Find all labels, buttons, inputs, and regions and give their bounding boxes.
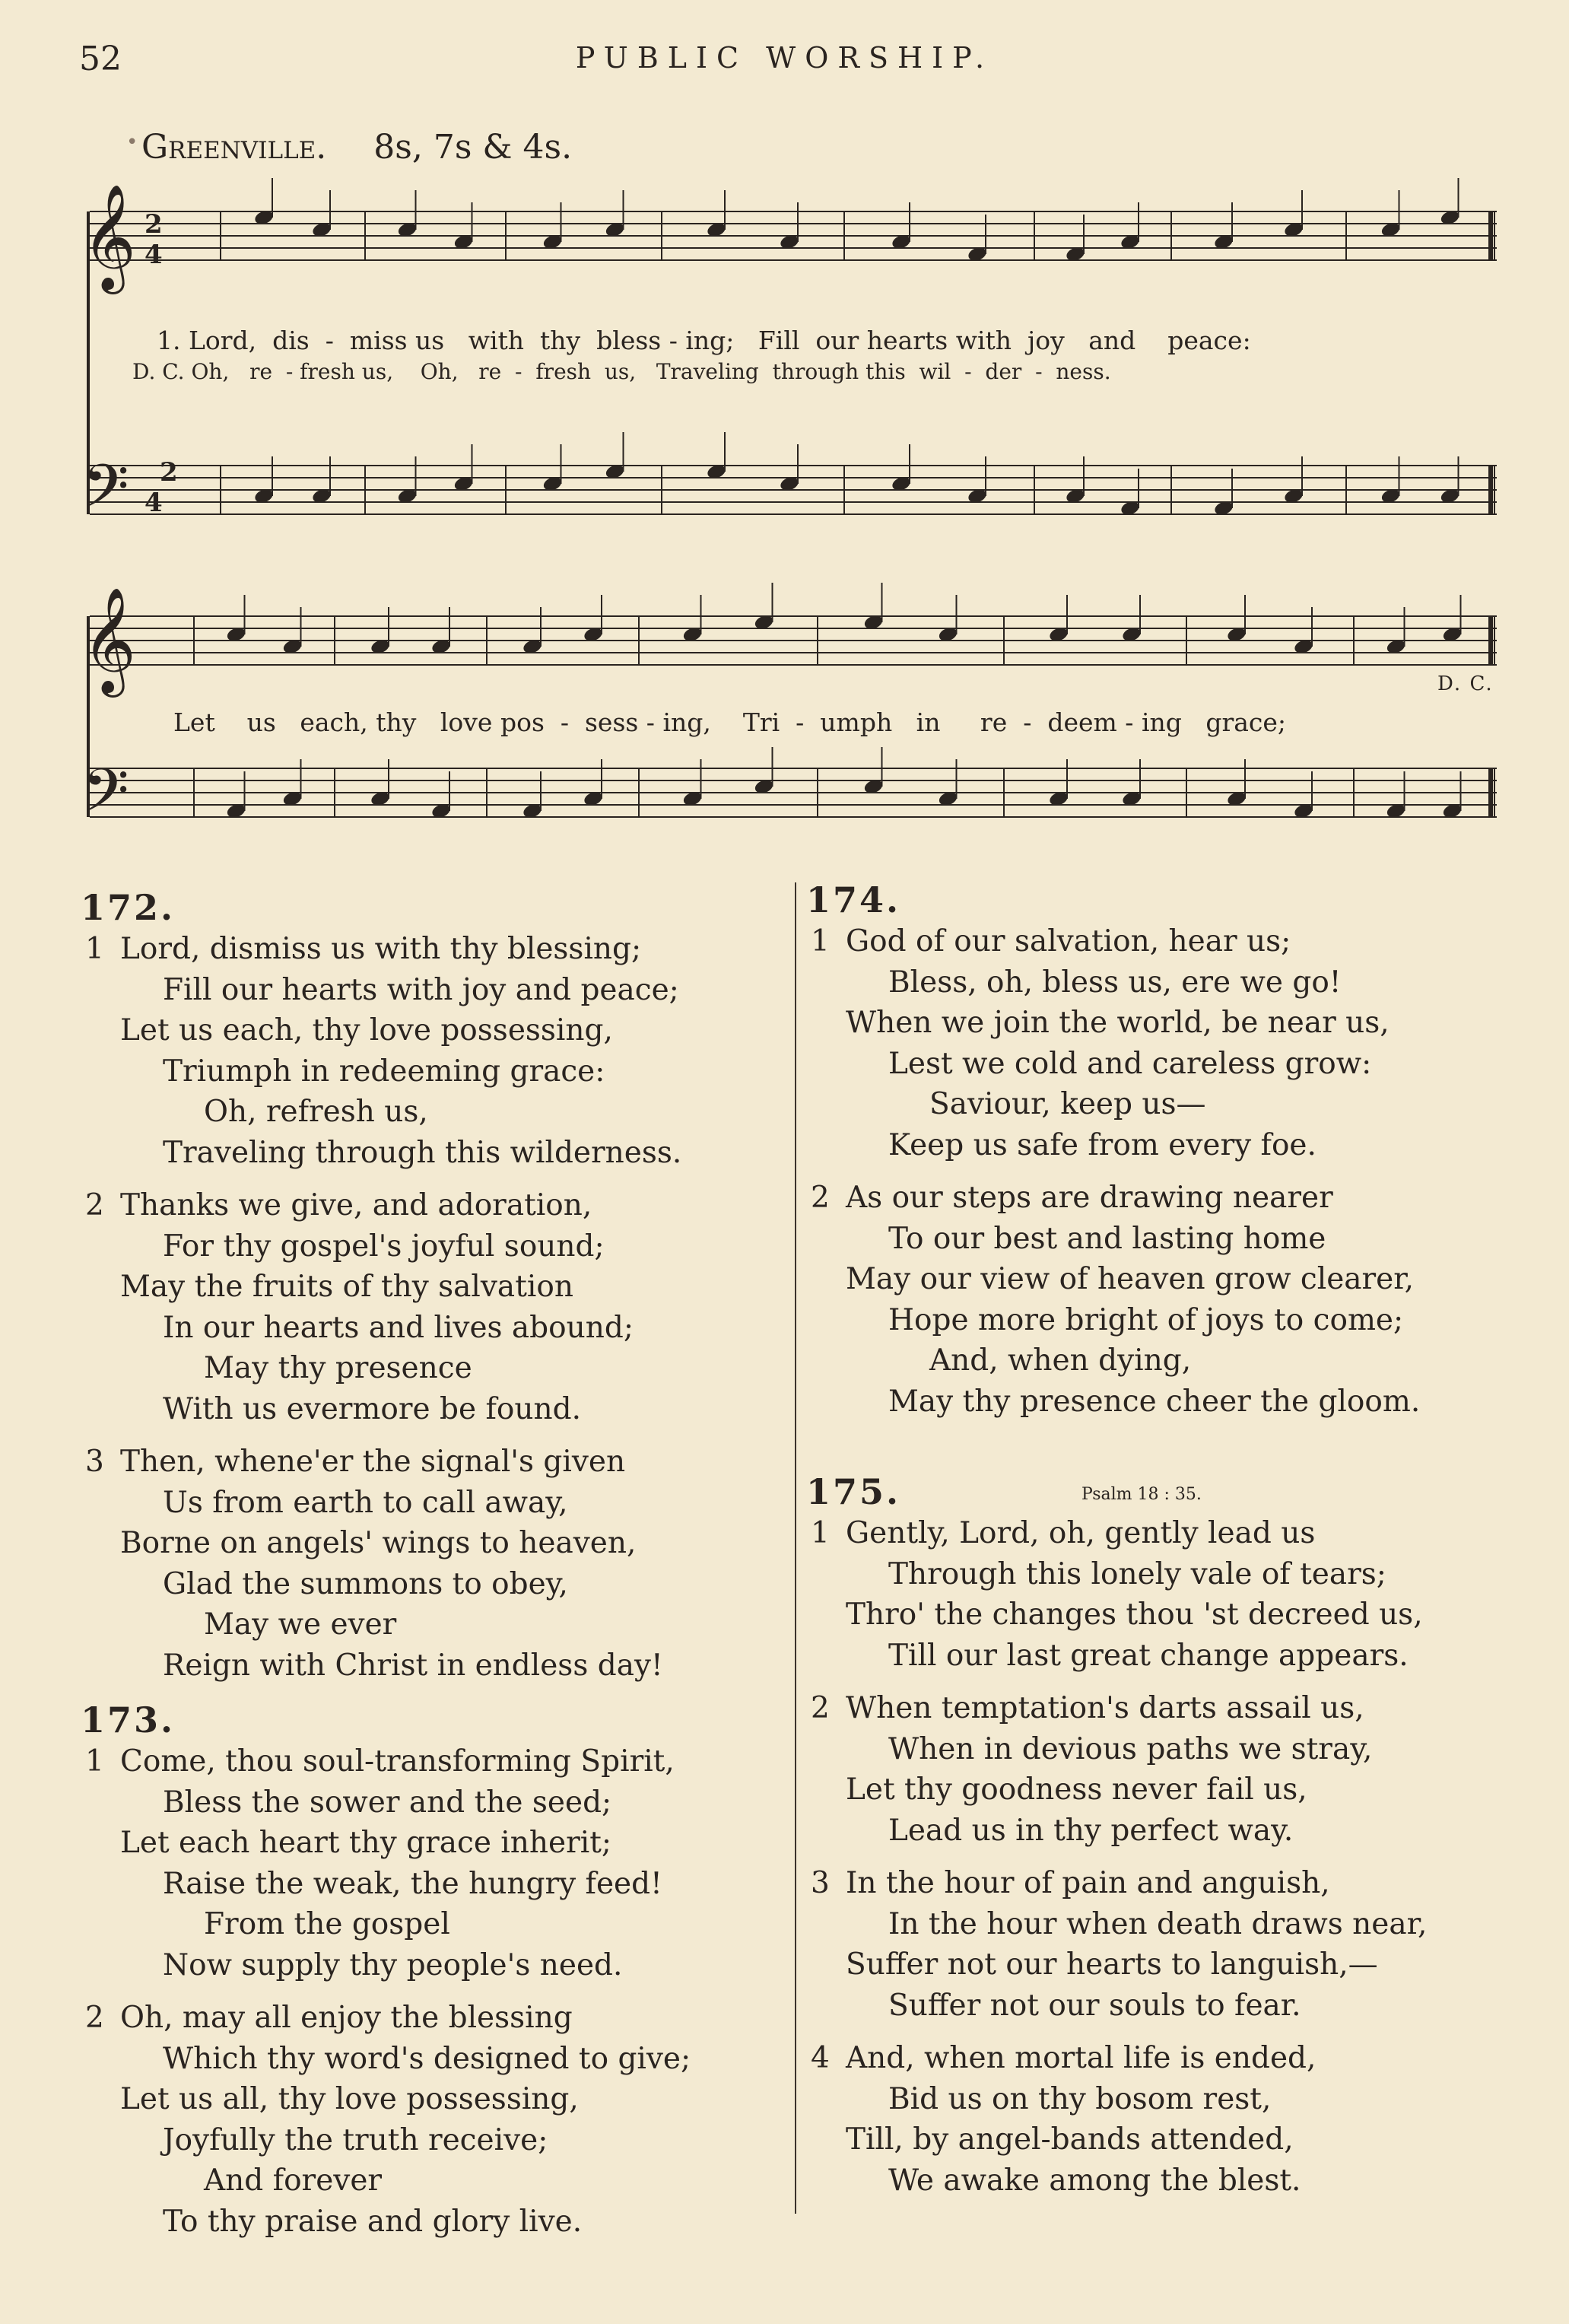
hymn-line-text: Suffer not our hearts to languish,— bbox=[846, 1947, 1378, 1982]
hymn-line-text: Come, thou soul-transforming Spirit, bbox=[120, 1744, 675, 1779]
hymn-line-text: Saviour, keep us— bbox=[929, 1087, 1206, 1121]
hymn-line-text: Through this lonely vale of tears; bbox=[888, 1556, 1386, 1591]
hymn-line bbox=[929, 1089, 1206, 1119]
hymn-line-text: Borne on angels' wings to heaven, bbox=[120, 1526, 637, 1560]
hymn-line bbox=[846, 1947, 1378, 1982]
time-signature-top-lower: 4 bbox=[145, 240, 163, 270]
hymn-line-text: Fill our hearts with joy and peace; bbox=[163, 972, 679, 1007]
hymn-line bbox=[120, 1272, 573, 1302]
hymn-line bbox=[846, 1264, 1414, 1294]
hymn-line bbox=[811, 2041, 1316, 2075]
hymn-line bbox=[163, 2041, 691, 2076]
hymn-number: 175. bbox=[806, 1471, 901, 1512]
hymn-line bbox=[888, 1638, 1409, 1673]
hymn-line-text: When we join the world, be near us, bbox=[846, 1006, 1390, 1040]
hymn-line bbox=[888, 1384, 1421, 1419]
time-signature-top: 2 bbox=[145, 209, 163, 240]
hymn-line bbox=[811, 1516, 1316, 1550]
hymn-line-text: Keep us safe from every foe. bbox=[888, 1127, 1316, 1162]
hymn-line-text: Joyfully the truth receive; bbox=[163, 2122, 548, 2157]
hymn-line bbox=[888, 1221, 1326, 1256]
hymn-line bbox=[120, 2084, 579, 2114]
treble-clef-2: 𝄞 bbox=[82, 587, 136, 693]
hymn-line bbox=[811, 924, 1291, 959]
hymn-line-text: Bless, oh, bless us, ere we go! bbox=[888, 965, 1342, 1000]
hymn-line bbox=[929, 1343, 1192, 1378]
tune-name: Greenville. bbox=[141, 128, 327, 167]
hymn-line bbox=[846, 2122, 1294, 2157]
bullet-mark: • bbox=[126, 131, 138, 154]
hymn-line bbox=[163, 1135, 682, 1170]
hymn-line bbox=[85, 2001, 573, 2035]
hymn-line-text: In the hour when death draws near, bbox=[888, 1906, 1428, 1941]
hymn-line bbox=[846, 1772, 1307, 1807]
hymn-line bbox=[888, 2081, 1272, 2116]
page-number: 52 bbox=[79, 40, 122, 78]
hymn-line bbox=[888, 1731, 1373, 1766]
hymn-line-text: As our steps are drawing nearer bbox=[846, 1181, 1333, 1215]
hymn-number: 173. bbox=[81, 1699, 176, 1741]
hymn-line bbox=[120, 1828, 611, 1858]
hymn-line bbox=[120, 1013, 613, 1048]
hymn-line bbox=[163, 1648, 663, 1683]
time-signature-bass: 2 bbox=[160, 457, 178, 488]
verse-number: 2 bbox=[811, 1181, 830, 1215]
hymn-line-text: Hope more bright of joys to come; bbox=[888, 1302, 1404, 1337]
scripture-reference: Psalm 18 : 35. bbox=[1081, 1485, 1202, 1504]
verse-number: 1 bbox=[811, 924, 830, 959]
hymn-line-text: Now supply thy people's need. bbox=[163, 1947, 623, 1982]
hymn-line bbox=[846, 1008, 1390, 1038]
hymn-line bbox=[163, 1310, 634, 1345]
hymn-line-text: And forever bbox=[204, 2163, 383, 2198]
hymn-line bbox=[811, 1866, 1330, 1900]
tune-meter: 8s, 7s & 4s. bbox=[373, 128, 573, 167]
hymn-line-text: Raise the weak, the hungry feed! bbox=[163, 1866, 662, 1901]
hymn-line bbox=[163, 972, 679, 1007]
hymn-line-text: Us from earth to call away, bbox=[163, 1485, 568, 1520]
hymn-line-text: We awake among the blest. bbox=[888, 2163, 1301, 2198]
hymn-line-text: In the hour of pain and anguish, bbox=[846, 1866, 1330, 1900]
hymn-line bbox=[888, 1127, 1316, 1162]
hymn-line-text: Till, by angel-bands attended, bbox=[846, 2122, 1294, 2157]
hymn-line bbox=[85, 1445, 626, 1479]
hymn-line bbox=[163, 1054, 605, 1089]
verse-number: 3 bbox=[85, 1445, 104, 1479]
hymn-line bbox=[888, 965, 1342, 1000]
hymn-line-text: In our hearts and lives abound; bbox=[163, 1310, 634, 1345]
hymn-line-text: May thy presence bbox=[204, 1351, 472, 1385]
hymn-line-text: Let thy goodness never fail us, bbox=[846, 1772, 1307, 1807]
lyrics-line-2: Let us each, thy love pos - sess - ing, Tri - umph in re - deem - ing grace; bbox=[173, 707, 1287, 737]
hymn-line bbox=[888, 1046, 1372, 1081]
hymn-line-text: Lest we cold and careless grow: bbox=[888, 1046, 1372, 1081]
hymn-line-text: Oh, refresh us, bbox=[204, 1095, 428, 1129]
hymn-line-text: With us evermore be found. bbox=[163, 1391, 581, 1426]
verse-number: 2 bbox=[85, 1188, 104, 1222]
hymn-line bbox=[811, 1691, 1364, 1725]
hymn-line-text: For thy gospel's joyful sound; bbox=[163, 1229, 605, 1264]
hymn-line-text: When in devious paths we stray, bbox=[888, 1731, 1373, 1766]
hymn-line bbox=[204, 1353, 472, 1383]
hymn-line bbox=[888, 1302, 1404, 1337]
verse-number: 2 bbox=[811, 1691, 830, 1725]
hymn-line-text: Suffer not our souls to fear. bbox=[888, 1988, 1301, 2023]
hymn-line-text: Traveling through this wilderness. bbox=[163, 1135, 682, 1170]
column-divider bbox=[795, 882, 796, 2214]
hymn-number: 172. bbox=[81, 887, 176, 928]
hymn-line-text: Let each heart thy grace inherit; bbox=[120, 1826, 612, 1860]
hymn-line-text: Let us all, thy love possessing, bbox=[120, 2082, 579, 2116]
verse-number: 2 bbox=[85, 2001, 104, 2035]
hymn-line bbox=[163, 2204, 583, 2239]
lyrics-line-dc: D. C. Oh, re - fresh us, Oh, re - fresh us, Traveling through this wil - der - ness. bbox=[132, 359, 1111, 384]
hymn-line bbox=[846, 1598, 1423, 1632]
hymn-line-text: Then, whene'er the signal's given bbox=[120, 1445, 626, 1479]
verse-number: 1 bbox=[811, 1516, 830, 1550]
hymn-line bbox=[204, 1607, 397, 1642]
hymn-line bbox=[888, 2163, 1301, 2198]
hymn-line-text: When temptation's darts assail us, bbox=[846, 1691, 1364, 1725]
hymn-line-text: Thanks we give, and adoration, bbox=[120, 1188, 592, 1222]
hymn-line-text: Let us each, thy love possessing, bbox=[120, 1013, 613, 1048]
hymn-line-text: And, when mortal life is ended, bbox=[846, 2041, 1316, 2075]
hymn-line bbox=[163, 1229, 605, 1264]
hymn-line-text: Glad the summons to obey, bbox=[163, 1566, 568, 1601]
hymn-line bbox=[163, 1785, 612, 1820]
hymn-line bbox=[163, 1485, 568, 1520]
hymn-line bbox=[120, 1528, 636, 1558]
clefs bbox=[82, 184, 178, 841]
hymn-line bbox=[163, 1947, 623, 1982]
hymn-line-text: And, when dying, bbox=[929, 1343, 1192, 1378]
hymn-line-text: Reign with Christ in endless day! bbox=[163, 1648, 663, 1683]
hymn-line bbox=[811, 1181, 1333, 1215]
hymn-number: 174. bbox=[806, 879, 901, 920]
hymn-line-text: Lead us in thy perfect way. bbox=[888, 1813, 1294, 1848]
hymn-line bbox=[888, 1988, 1301, 2023]
hymn-line-text: Lord, dismiss us with thy blessing; bbox=[120, 932, 642, 966]
bass-clef-2: 𝄢 bbox=[82, 755, 129, 841]
hymn-line-text: Bid us on thy bosom rest, bbox=[888, 2081, 1272, 2116]
hymn-line-text: Triumph in redeeming grace: bbox=[163, 1054, 605, 1089]
hymn-line-text: May our view of heaven grow clearer, bbox=[846, 1262, 1414, 1296]
lyrics-line-1: 1. Lord, dis - miss us with thy bless - ing; Fill our hearts with joy and peace: bbox=[157, 326, 1251, 355]
hymn-line bbox=[204, 2163, 383, 2198]
hymn-line-text: God of our salvation, hear us; bbox=[846, 924, 1291, 959]
hymn-line-text: To our best and lasting home bbox=[888, 1221, 1326, 1256]
hymn-line bbox=[85, 1188, 592, 1222]
hymn-line bbox=[163, 1866, 662, 1901]
hymn-line-text: Till our last great change appears. bbox=[888, 1638, 1409, 1673]
hymn-line-text: May the fruits of thy salvation bbox=[120, 1270, 573, 1304]
hymn-line-text: Thro' the changes thou 'st decreed us, bbox=[846, 1598, 1423, 1632]
hymn-line bbox=[888, 1556, 1386, 1591]
hymn-line bbox=[888, 1906, 1428, 1941]
bass-clef-1: 𝄢 bbox=[82, 451, 129, 536]
hymn-line-text: To thy praise and glory live. bbox=[163, 2204, 583, 2239]
hymn-line-text: Gently, Lord, oh, gently lead us bbox=[846, 1516, 1316, 1550]
hymn-line-text: Which thy word's designed to give; bbox=[163, 2041, 691, 2076]
running-title: PUBLIC WORSHIP. bbox=[575, 41, 994, 75]
hymn-line-text: Bless the sower and the seed; bbox=[163, 1785, 612, 1820]
da-capo-mark: D. C. bbox=[1437, 672, 1494, 695]
hymn-line-text: Oh, may all enjoy the blessing bbox=[120, 2001, 573, 2035]
treble-clef-1: 𝄞 bbox=[82, 184, 136, 290]
hymn-line bbox=[163, 1391, 581, 1426]
hymn-line bbox=[204, 1909, 450, 1939]
hymn-line bbox=[163, 2122, 548, 2157]
hymn-line-text: From the gospel bbox=[204, 1907, 450, 1941]
verse-number: 3 bbox=[811, 1866, 830, 1900]
verse-number: 4 bbox=[811, 2041, 830, 2075]
hymn-line bbox=[888, 1813, 1294, 1848]
hymn-line bbox=[204, 1097, 428, 1127]
time-signature-bass-lower: 4 bbox=[145, 488, 163, 518]
verse-number: 1 bbox=[85, 1744, 104, 1779]
hymn-line-text: May we ever bbox=[204, 1607, 397, 1642]
verse-number: 1 bbox=[85, 932, 104, 966]
hymn-line-text: May thy presence cheer the gloom. bbox=[888, 1384, 1421, 1419]
hymn-line bbox=[85, 1744, 675, 1779]
hymn-line bbox=[85, 932, 642, 966]
hymn-line bbox=[163, 1566, 568, 1601]
